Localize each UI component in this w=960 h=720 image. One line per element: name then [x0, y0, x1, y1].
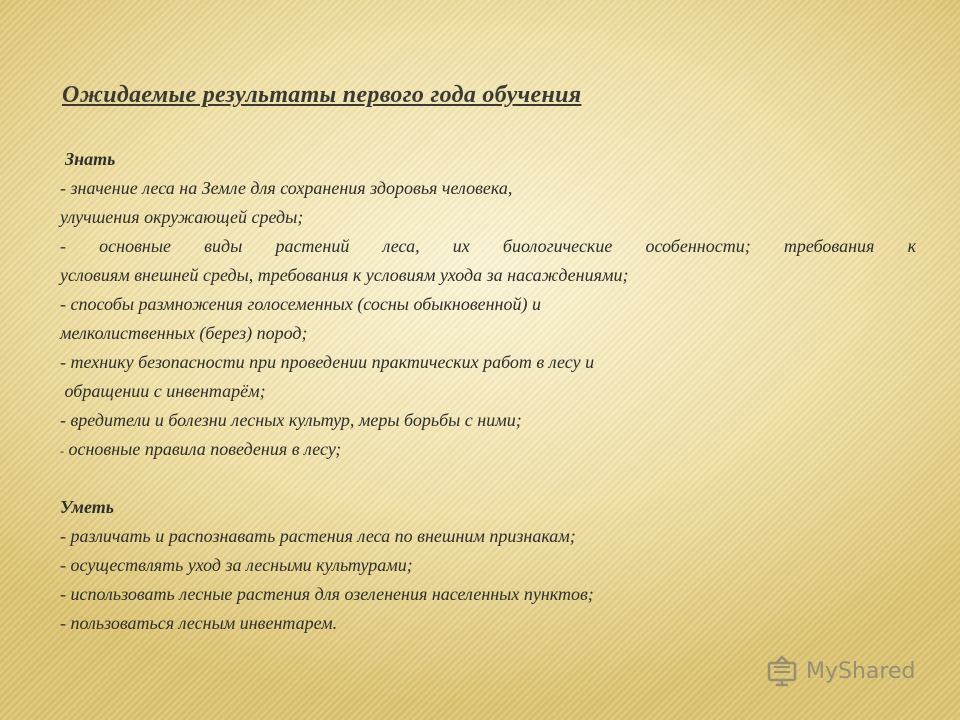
know-line-5: - способы размножения голосеменных (сосны обыкновенной) и — [60, 294, 541, 314]
can-line-1: - различать и распознавать растения леса по внешним признакам; — [60, 526, 576, 546]
know-line-9: - вредители и болезни лесных культур, меры борьбы с ними; — [60, 410, 522, 430]
know-line-10 — [60, 435, 916, 464]
slide-body — [60, 145, 916, 638]
section-spacer — [60, 464, 916, 493]
can-line-3: - использовать лесные растения для озеленения населенных пунктов; — [60, 584, 594, 604]
know-line-8: обращении с инвентарём; — [60, 381, 266, 401]
can-line-2: - осуществлять уход за лесными культурами; — [60, 555, 413, 575]
know-line-2: улучшения окружающей среды; — [60, 207, 304, 227]
myshared-logo-icon — [766, 654, 800, 688]
know-line-4: условиям внешней среды, требования к условиям ухода за насаждениями; — [60, 265, 629, 285]
know-line-3: - основные виды растений леса, их биологические особенности; требования к — [60, 236, 916, 256]
myshared-watermark — [766, 654, 915, 688]
know-line-10-text: основные правила поведения в лесу; — [68, 439, 342, 459]
know-line-6: мелколиственных (берез) пород; — [60, 323, 308, 343]
know-line-1: - значение леса на Земле для сохранения здоровья человека, — [60, 178, 513, 198]
myshared-brand-text: MyShared — [806, 658, 916, 684]
know-heading: Знать — [65, 149, 116, 169]
can-line-4: - пользоваться лесным инвентарем. — [60, 613, 338, 633]
slide-title: Ожидаемые результаты первого года обучения — [62, 82, 582, 108]
can-heading: Уметь — [60, 497, 114, 517]
know-line-7: - технику безопасности при проведении практических работ в лесу и — [60, 352, 595, 372]
small-dash: - — [60, 444, 64, 458]
